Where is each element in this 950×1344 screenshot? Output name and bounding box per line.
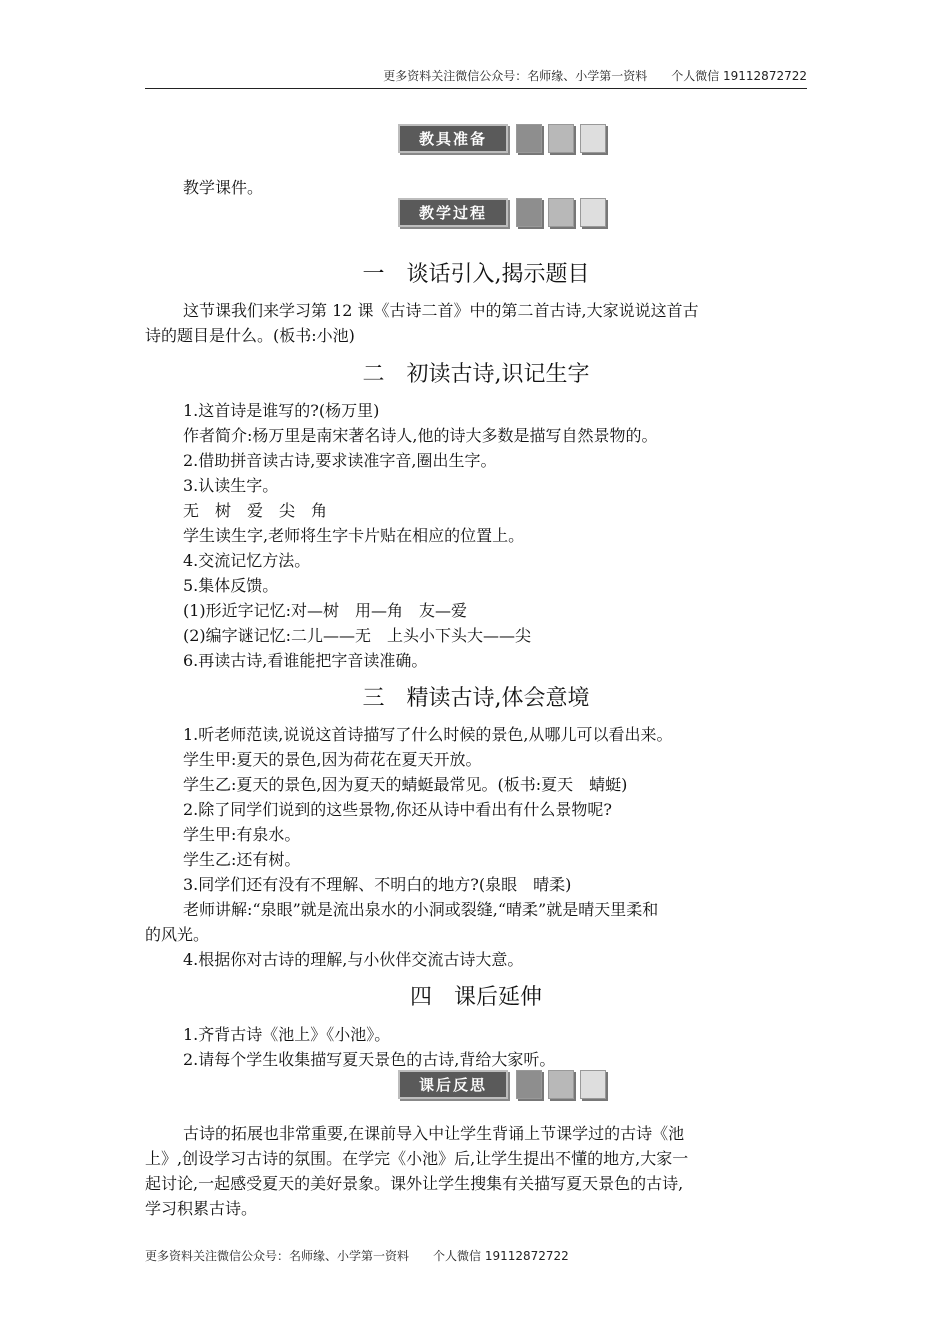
section-heading: 三 精读古诗,体会意境 (362, 686, 590, 711)
paragraph-line: 1.这首诗是谁写的?(杨万里) (183, 401, 380, 420)
banner-square (516, 124, 542, 153)
paragraph-line: 3.同学们还有没有不理解、不明白的地方?(泉眼 晴柔) (183, 875, 572, 894)
paragraph-line: 1.听老师范读,说说这首诗描写了什么时候的景色,从哪儿可以看出来。 (183, 725, 673, 744)
paragraph-line: 古诗的拓展也非常重要,在课前导入中让学生背诵上节课学过的古诗《池 (183, 1124, 685, 1143)
paragraph-line: 无 树 爱 尖 角 (183, 501, 328, 520)
banner-teaching-aids (398, 123, 606, 154)
banner-square (580, 1070, 606, 1099)
paragraph-line: 1.齐背古诗《池上》《小池》。 (183, 1025, 391, 1044)
paragraph-line: 上》,创设学习古诗的氛围。在学完《小池》后,让学生提出不懂的地方,大家一 (145, 1149, 689, 1168)
paragraph-line: 学生乙:还有树。 (183, 850, 301, 869)
banner-square (548, 198, 574, 227)
banner-teaching-process (398, 197, 606, 228)
banner-square (548, 124, 574, 153)
paragraph-line: 作者简介:杨万里是南宋著名诗人,他的诗大多数是描写自然景物的。 (183, 426, 658, 445)
prep-text: 教学课件。 (183, 178, 264, 197)
paragraph-line: 5.集体反馈。 (183, 576, 279, 595)
paragraph-line: 2.请每个学生收集描写夏天景色的古诗,背给大家听。 (183, 1050, 556, 1069)
section-heading: 二 初读古诗,识记生字 (362, 362, 590, 387)
paragraph-line: 起讨论,一起感受夏天的美好景象。课外让学生搜集有关描写夏天景色的古诗, (145, 1174, 684, 1193)
paragraph-line: 4.根据你对古诗的理解,与小伙伴交流古诗大意。 (183, 950, 524, 969)
paragraph-line: 4.交流记忆方法。 (183, 551, 311, 570)
section-heading: 四 课后延伸 (409, 985, 542, 1010)
banner-reflection (398, 1069, 606, 1100)
paragraph-line: (1)形近字记忆:对—树 用—角 友—爱 (183, 601, 468, 620)
paragraph-line: 2.除了同学们说到的这些景物,你还从诗中看出有什么景物呢? (183, 800, 612, 819)
paragraph-line: 学生读生字,老师将生字卡片贴在相应的位置上。 (183, 526, 525, 545)
banner-label: 课后反思 (398, 1070, 508, 1099)
paragraph-line: 6.再读古诗,看谁能把字音读准确。 (183, 651, 428, 670)
paragraph-line: 学生甲:有泉水。 (183, 825, 301, 844)
paragraph-line: 3.认读生字。 (183, 476, 279, 495)
paragraph-line: 学生乙:夏天的景色,因为夏天的蜻蜓最常见。(板书:夏天 蜻蜓) (183, 775, 628, 794)
banner-label: 教具准备 (398, 124, 508, 153)
banner-square (580, 124, 606, 153)
banner-square (548, 1070, 574, 1099)
page-footer: 更多资料关注微信公众号：名师缘、小学第一资料 个人微信 19112872722 (145, 1249, 569, 1263)
paragraph-line: 诗的题目是什么。(板书:小池) (145, 326, 355, 345)
paragraph-line: 2.借助拼音读古诗,要求读准字音,圈出生字。 (183, 451, 497, 470)
banner-square (516, 198, 542, 227)
paragraph-line: 老师讲解:“泉眼”就是流出泉水的小洞或裂缝,“晴柔”就是晴天里柔和 (183, 900, 659, 919)
paragraph-line: 学习积累古诗。 (145, 1199, 258, 1218)
paragraph-line: (2)编字谜记忆:二儿——无 上头小下头大——尖 (183, 626, 532, 645)
banner-square (516, 1070, 542, 1099)
banner-square (580, 198, 606, 227)
paragraph-line: 这节课我们来学习第 12 课《古诗二首》中的第二首古诗,大家说说这首古 (183, 301, 699, 320)
page-header: 更多资料关注微信公众号：名师缘、小学第一资料 个人微信 19112872722 (145, 66, 807, 89)
paragraph-line: 学生甲:夏天的景色,因为荷花在夏天开放。 (183, 750, 482, 769)
section-heading: 一 谈话引入,揭示题目 (362, 262, 590, 287)
paragraph-line: 的风光。 (145, 925, 210, 944)
banner-label: 教学过程 (398, 198, 508, 227)
